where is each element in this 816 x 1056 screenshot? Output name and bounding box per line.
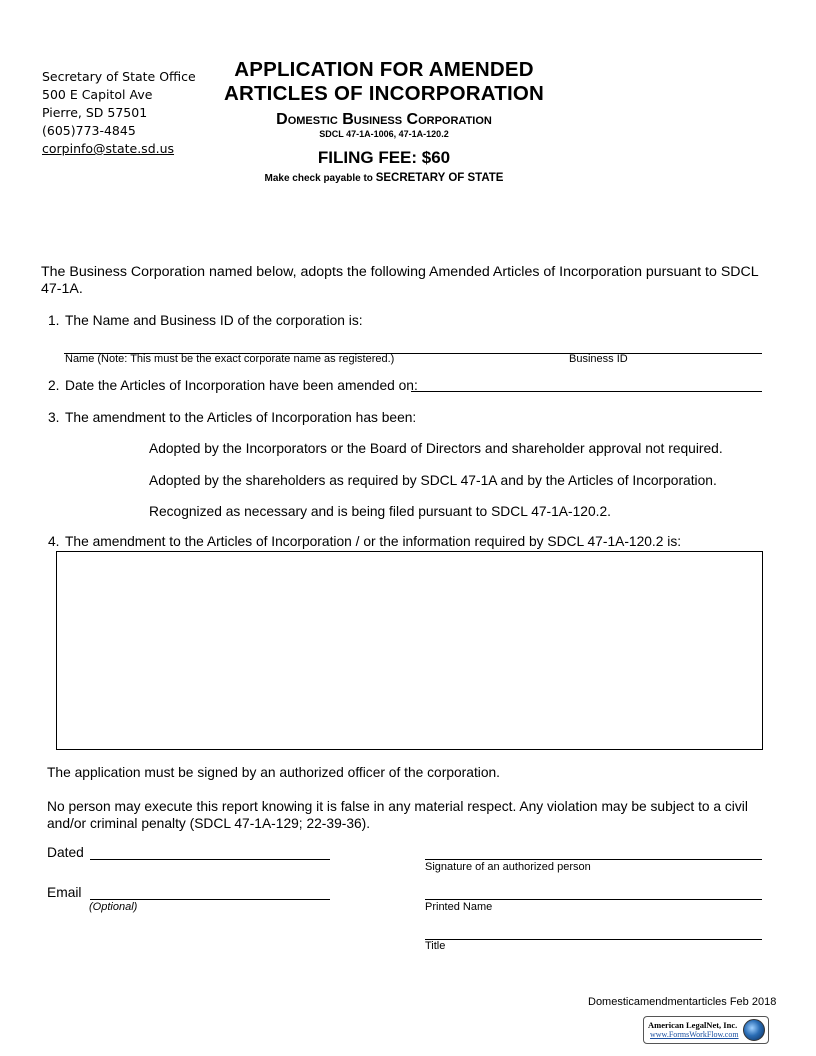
amend-option-board[interactable]: Adopted by the Incorporators or the Board of Directors and shareholder approval not required. [149,441,723,456]
amend-option-shareholders[interactable]: Adopted by the shareholders as required by SDCL 47-1A and by the Articles of Incorporation. [149,473,717,488]
amend-option-recognized[interactable]: Recognized as necessary and is being filed pursuant to SDCL 47-1A-120.2. [149,504,611,519]
form-title-line2: ARTICLES OF INCORPORATION [223,82,545,105]
office-street: 500 E Capitol Ave [42,87,153,102]
form-header [184,58,584,184]
email-label: Email [47,885,82,900]
item4-number: 4. [48,534,60,549]
payable-to: SECRETARY OF STATE [375,172,504,184]
email-optional-caption: (Optional) [89,901,138,913]
filing-fee: FILING FEE: $60 [317,148,451,167]
form-id: Domesticamendmentarticles Feb 2018 [588,996,777,1008]
corp-name-caption: Name (Note: This must be the exact corporate name as registered.) [65,353,395,365]
item1-number: 1. [48,313,60,328]
title-caption: Title [425,940,446,952]
office-name: Secretary of State Office [42,69,196,84]
item1-label: The Name and Business ID of the corporation is: [65,313,363,328]
payable-prefix: Make check payable to [264,173,376,184]
office-address [42,68,196,158]
logo-company: American LegalNet, Inc. [648,1020,738,1030]
dated-input-line[interactable] [90,859,330,860]
signature-caption: Signature of an authorized person [425,861,591,873]
printed-name-input-line[interactable] [425,899,762,900]
form-subtitle: Domestic Business Corporation [276,111,492,128]
item3-label: The amendment to the Articles of Incorporation has been: [65,410,417,425]
penalty-note: No person may execute this report knowing it is false in any material respect. Any violation may be subject to a civil and/or criminal penalty (SDCL 47-1A-129; 22-39-36). [47,799,748,831]
office-phone: (605)773-4845 [42,123,136,138]
office-email-link[interactable]: corpinfo@state.sd.us [42,141,175,156]
email-input-line[interactable] [90,899,330,900]
form-title-line1: APPLICATION FOR AMENDED [234,58,534,81]
item2-number: 2. [48,378,60,393]
printed-name-caption: Printed Name [425,901,493,913]
dated-label: Dated [47,845,84,860]
logo-url: www.FormsWorkFlow.com [650,1030,739,1039]
business-id-caption: Business ID [569,353,628,365]
item4-label: The amendment to the Articles of Incorporation / or the information required by SDCL 47-1A-120.2 is: [65,534,682,549]
form-statute: SDCL 47-1A-1006, 47-1A-120.2 [319,129,449,139]
legalnet-logo[interactable] [643,1016,769,1044]
item2-label: Date the Articles of Incorporation have been amended on: [65,378,418,393]
amend-date-input-line[interactable] [411,391,762,392]
amendment-text-box[interactable] [56,551,763,750]
signature-input-line[interactable] [425,859,762,860]
intro-text: The Business Corporation named below, adopts the following Amended Articles of Incorporation pursuant to SDCL 47-1A. [41,264,759,297]
payable-note [184,172,584,184]
office-city: Pierre, SD 57501 [42,105,148,120]
globe-icon [743,1019,765,1041]
item3-number: 3. [48,410,60,425]
signing-note: The application must be signed by an authorized officer of the corporation. [47,765,501,780]
title-input-line[interactable] [425,939,762,940]
